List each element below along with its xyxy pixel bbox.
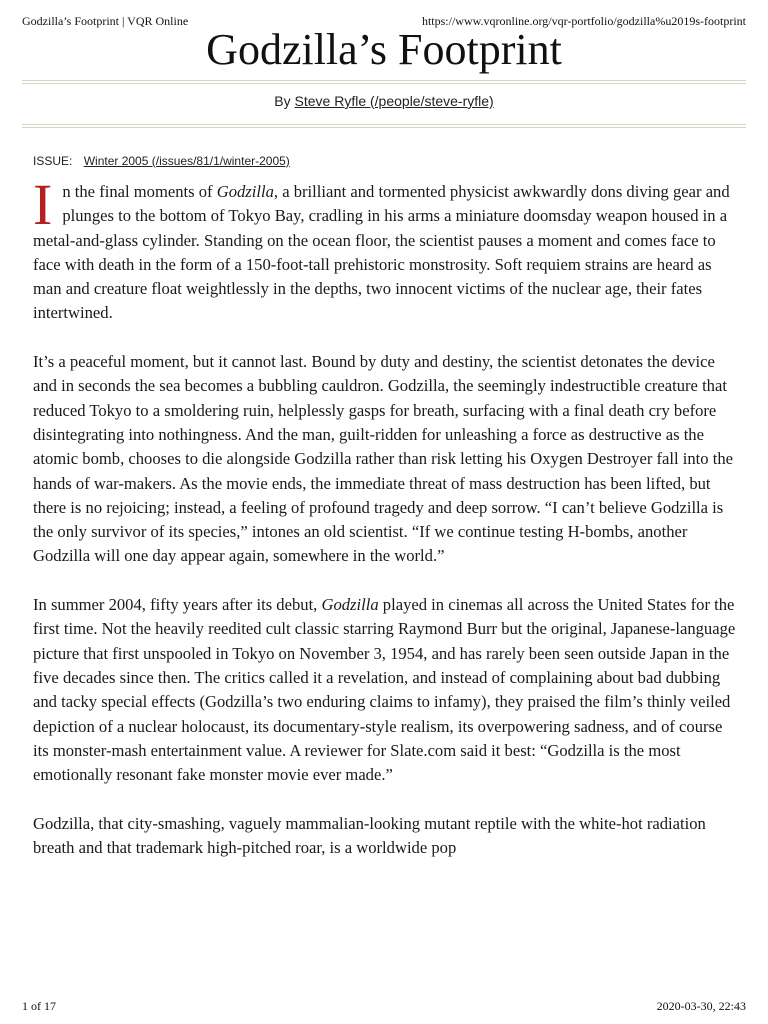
- paragraph-3: [33, 593, 738, 787]
- print-url: https://www.vqronline.org/vqr-portfolio/godzilla%u2019s-footprint: [421, 14, 746, 28]
- issue-label: ISSUE:: [33, 154, 73, 168]
- p3-film-title: Godzilla: [321, 595, 379, 615]
- title-divider-bottom: [22, 124, 746, 128]
- byline-prefix: By: [274, 93, 291, 109]
- p3-text-a: In summer 2004, fifty years after its debut,: [33, 595, 322, 615]
- paragraph-2: It’s a peaceful moment, but it cannot last. Bound by duty and destiny, the scientist detonates the device and in seconds the sea becomes a bubbling cauldron. Godzilla, the seemingly indestructible creature that reduced Tokyo to a smoldering ruin, helplessly gasps for breath, surfacing with a final death cry before disintegrating into nothingness. And the man, guilt-ridden for unleashing a force as destructive as the atomic bomb, chooses to die alongside Godzilla rather than risk letting his Oxygen Destroyer fall into the hands of war-makers. As the movie ends, the immediate threat of mass destruction has been lifted, but there is no rejoicing; instead, a feeling of profound tragedy and deep sorrow. “I can’t believe Godzilla is the only survivor of its species,” intones an old scientist. “If we continue testing H-bombs, another Godzilla will one day appear again, somewhere in the world.”: [33, 352, 734, 566]
- title-divider-top: [22, 80, 746, 84]
- p1-text-b: , a brilliant and tormented physicist awkwardly dons diving gear and plunges to the bottom of Tokyo Bay, cradling in his arms a miniature doomsday weapon housed in a metal-and-glass cylinder. Standing on the ocean floor, the scientist pauses a moment and comes face to face with death in the form of a 150-foot-tall prehistoric monstrosity. Soft requiem strains are heard as man and creature float weightlessly in the depths, two innocent victims of the nuclear age, their fates intertwined.: [33, 182, 730, 323]
- issue-link[interactable]: Winter 2005 (/issues/81/1/winter-2005): [83, 154, 290, 168]
- print-page-title: Godzilla’s Footprint | VQR Online: [22, 14, 189, 28]
- author-link[interactable]: Steve Ryfle (/people/steve-ryfle): [294, 93, 494, 109]
- byline: [0, 93, 768, 109]
- article-title: Godzilla’s Footprint: [206, 25, 562, 74]
- drop-cap: I: [33, 172, 53, 237]
- p3-text-b: played in cinemas all across the United States for the first time. Not the heavily reedited cult classic starring Raymond Burr but the original, Japanese-language picture that first unspooled in Tokyo on November 3, 1954, and has rarely been seen outside Japan in the five decades since then. The critics called it a revelation, and instead of complaining about bad dubbing and tacky special effects (Godzilla’s two enduring claims to infamy), they praised the film’s thinly veiled depiction of a nuclear holocaust, its documentary-style realism, its overpowering sadness, and of course its monster-mash entertainment value. A reviewer for Slate.com said it best: “Godzilla is the most emotionally resonant fake monster movie ever made.”: [33, 595, 736, 785]
- page-count: 1 of 17: [22, 999, 56, 1013]
- paragraph-1: [33, 172, 738, 326]
- print-timestamp: 2020-03-30, 22:43: [656, 999, 746, 1013]
- issue-line: [33, 154, 290, 168]
- article-body: [33, 172, 738, 885]
- p1-film-title: Godzilla: [216, 182, 274, 201]
- paragraph-4: Godzilla, that city-smashing, vaguely mammalian-looking mutant reptile with the white-hot radiation breath and that trademark high-pitched roar, is a worldwide pop: [33, 813, 706, 858]
- p1-text-a: n the final moments of: [62, 182, 217, 201]
